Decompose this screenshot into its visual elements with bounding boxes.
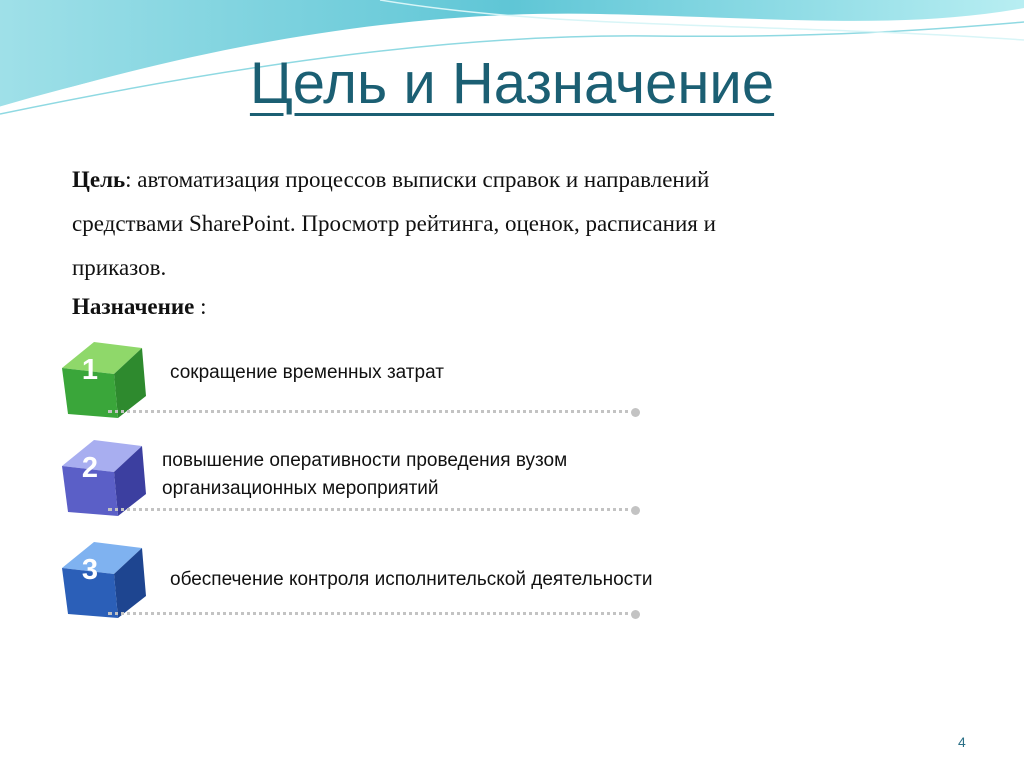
item-1-dot-end: [631, 408, 640, 417]
number-cube-3: [58, 538, 158, 620]
goal-label: Цель: [72, 167, 126, 192]
purpose-item-1-text: сокращение временных затрат: [170, 362, 444, 383]
goal-text-line1: : автоматизация процессов выписки справок и направлений: [125, 167, 710, 192]
purpose-item-3-text: обеспечение контроля исполнительской деятельности: [170, 569, 653, 590]
slide-title: Цель и Назначение: [249, 51, 775, 116]
item-number: 2: [81, 452, 99, 484]
purpose-heading: [72, 294, 207, 320]
number-cube-1: [58, 338, 158, 420]
goal-text-line2: средствами SharePoint. Просмотр рейтинга, оценок, расписания и: [72, 211, 716, 236]
item-2-dotted-line: [108, 508, 636, 511]
goal-paragraph: [72, 158, 922, 290]
goal-text-line3: приказов.: [72, 255, 167, 280]
purpose-item-2-text: повышение оперативности проведения вузом организационных мероприятий: [162, 450, 568, 499]
item-number: 1: [81, 354, 99, 386]
item-3-dotted-line: [108, 612, 636, 615]
item-1-dotted-line: [108, 410, 636, 413]
item-2-dot-end: [631, 506, 640, 515]
number-cube-2: [58, 436, 158, 518]
purpose-colon: :: [194, 294, 207, 319]
purpose-label: Назначение: [72, 294, 195, 319]
page-number: 4: [958, 734, 966, 750]
item-3-dot-end: [631, 610, 640, 619]
item-number: 3: [81, 554, 99, 586]
